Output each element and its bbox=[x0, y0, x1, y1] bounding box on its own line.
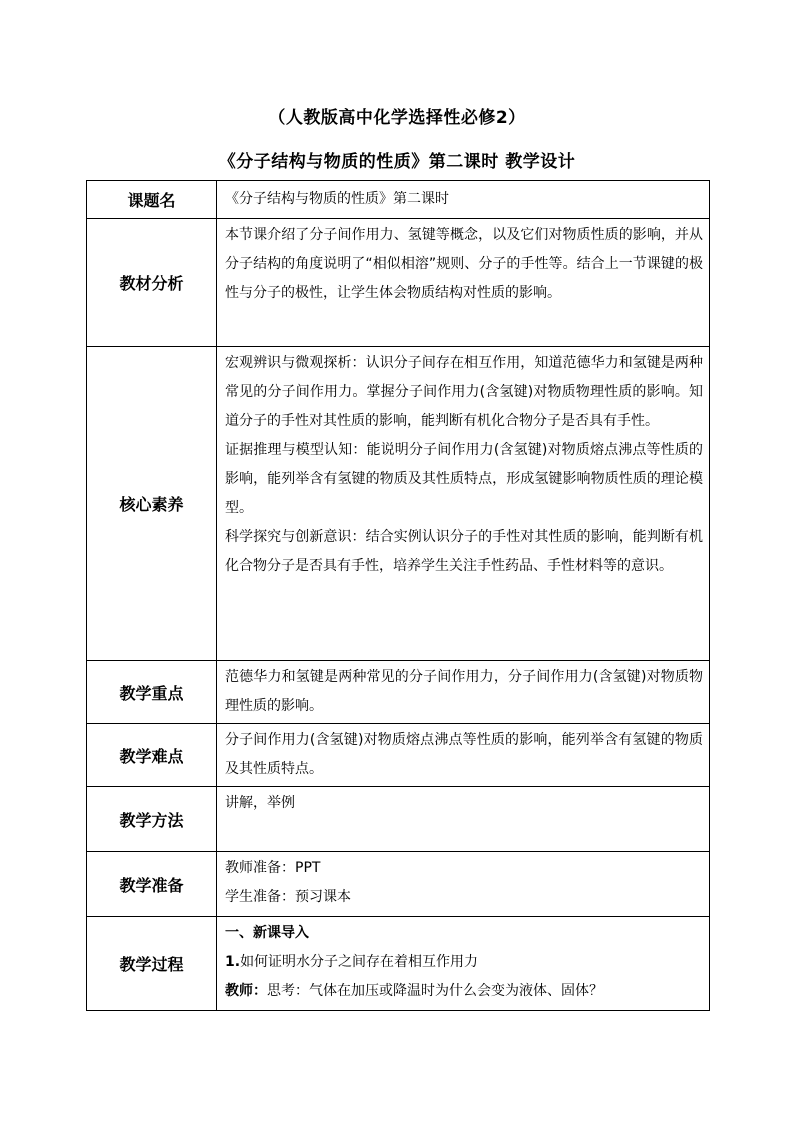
doc-title-line1: （人教版高中化学选择性必修2） bbox=[268, 108, 526, 128]
row-content-difficulty bbox=[217, 724, 710, 787]
row-label-analysis: 教材分析 bbox=[87, 219, 217, 347]
process-item bbox=[225, 948, 703, 977]
table-row bbox=[87, 219, 710, 347]
doc-title-line2: 《分子结构与物质的性质》第二课时 教学设计 bbox=[218, 152, 576, 172]
lesson-plan-table bbox=[86, 180, 710, 1011]
row-label-literacy: 核心素养 bbox=[87, 347, 217, 661]
row-content-preparation bbox=[217, 852, 710, 917]
topic-text: 《分子结构与物质的性质》第二课时 bbox=[225, 191, 449, 207]
process-item-number: 1. bbox=[225, 954, 241, 970]
teacher-question: 思考：气体在加压或降温时为什么会变为液体、固体？ bbox=[267, 983, 603, 999]
row-label-difficulty: 教学难点 bbox=[87, 724, 217, 787]
row-label-preparation: 教学准备 bbox=[87, 852, 217, 917]
row-content-method bbox=[217, 787, 710, 852]
method-text: 讲解，举例 bbox=[225, 795, 295, 811]
row-content-process bbox=[217, 917, 710, 1011]
row-content-key-point bbox=[217, 661, 710, 724]
teacher-preparation: 教师准备：PPT bbox=[225, 860, 321, 876]
difficulty-text: 分子间作用力(含氢键)对物质熔点沸点等性质的影响，能列举含有氢键的物质及其性质特点。 bbox=[225, 732, 703, 777]
analysis-text: 本节课介绍了分子间作用力、氢键等概念，以及它们对物质性质的影响，并从分子结构的角度说明了“相似相溶”规则、分子的手性等。结合上一节课键的极性与分子的极性，让学生体会物质结构对性质的影响。 bbox=[225, 227, 703, 301]
teacher-label: 教师： bbox=[225, 983, 267, 999]
row-content-analysis bbox=[217, 219, 710, 347]
literacy-paragraph-2: 证据推理与模型认知：能说明分子间作用力(含氢键)对物质熔点沸点等性质的影响，能列举含有氢键的物质及其性质特点，形成氢键影响物质性质的理论模型。 bbox=[225, 442, 703, 516]
table-row bbox=[87, 787, 710, 852]
row-label-key-point: 教学重点 bbox=[87, 661, 217, 724]
table-row bbox=[87, 181, 710, 219]
literacy-paragraph-3: 科学探究与创新意识：结合实例认识分子的手性对其性质的影响，能判断有机化合物分子是否具有手性，培养学生关注手性药品、手性材料等的意识。 bbox=[225, 529, 703, 574]
process-teacher-line bbox=[225, 977, 703, 1006]
literacy-paragraph-1: 宏观辨识与微观探析：认识分子间存在相互作用，知道范德华力和氢键是两种常见的分子间作用力。掌握分子间作用力(含氢键)对物质物理性质的影响。知道分子的手性对其性质的影响，能判断有机化合物分子是否具有手性。 bbox=[225, 355, 703, 429]
row-content-literacy bbox=[217, 347, 710, 661]
process-section-heading: 一、新课导入 bbox=[225, 925, 309, 941]
table-row bbox=[87, 347, 710, 661]
table-row bbox=[87, 661, 710, 724]
row-label-method: 教学方法 bbox=[87, 787, 217, 852]
row-content-topic bbox=[217, 181, 710, 219]
row-label-process: 教学过程 bbox=[87, 917, 217, 1011]
table-row bbox=[87, 852, 710, 917]
table-row bbox=[87, 724, 710, 787]
key-point-text: 范德华力和氢键是两种常见的分子间作用力，分子间作用力(含氢键)对物质物理性质的影响。 bbox=[225, 669, 703, 714]
table-row bbox=[87, 917, 710, 1011]
process-item-text: 如何证明水分子之间存在着相互作用力 bbox=[240, 954, 479, 970]
row-label-topic: 课题名 bbox=[87, 181, 217, 219]
student-preparation: 学生准备：预习课本 bbox=[225, 889, 351, 905]
